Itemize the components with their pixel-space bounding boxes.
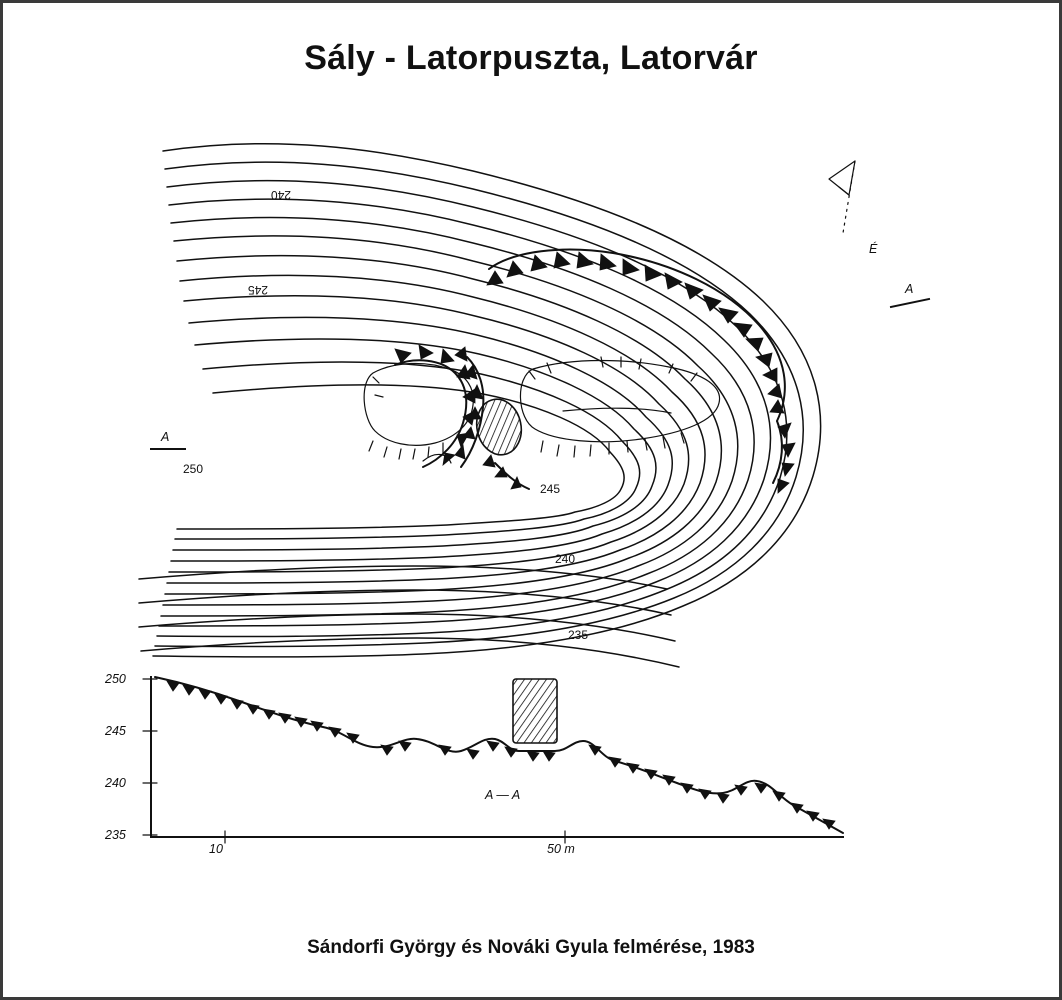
profile-y-tick-label: 240 bbox=[105, 776, 126, 790]
profile-x-tick-label: 10 bbox=[209, 842, 223, 856]
contour-label: 250 bbox=[183, 462, 204, 476]
survey-credit: Sándorfi György és Nováki Gyula felmérése, 1983 bbox=[307, 937, 755, 958]
contour-label: 245 bbox=[540, 482, 561, 496]
profile-section-label: A — A bbox=[485, 788, 521, 802]
contour-label: 240 bbox=[270, 188, 291, 202]
profile-tower-symbol bbox=[513, 679, 557, 743]
profile-y-tick-label: 250 bbox=[105, 672, 126, 686]
profile-y-tick-label: 235 bbox=[105, 828, 126, 842]
profile-scarp-teeth bbox=[167, 681, 835, 829]
profile-x-tick-label: 50 m bbox=[547, 842, 575, 856]
north-arrow-icon bbox=[829, 161, 878, 256]
section-marker-left-label: A bbox=[161, 430, 170, 444]
contour-label: 240 bbox=[555, 552, 576, 566]
section-line-markers bbox=[151, 282, 929, 449]
survey-figure bbox=[43, 111, 1023, 881]
section-marker-right-label: A bbox=[905, 282, 914, 296]
profile-y-tick-label: 245 bbox=[105, 724, 126, 738]
cross-section-profile bbox=[104, 672, 843, 856]
profile-terrain-line bbox=[155, 677, 843, 833]
contour-label: 235 bbox=[568, 628, 589, 642]
profile-y-axis bbox=[104, 672, 157, 842]
profile-x-axis bbox=[209, 831, 575, 856]
page-title: Sály - Latorpuszta, Latorvár bbox=[304, 39, 758, 77]
north-arrow-label: É bbox=[869, 242, 878, 256]
contour-label: 245 bbox=[247, 283, 268, 297]
contour-map bbox=[139, 144, 929, 667]
